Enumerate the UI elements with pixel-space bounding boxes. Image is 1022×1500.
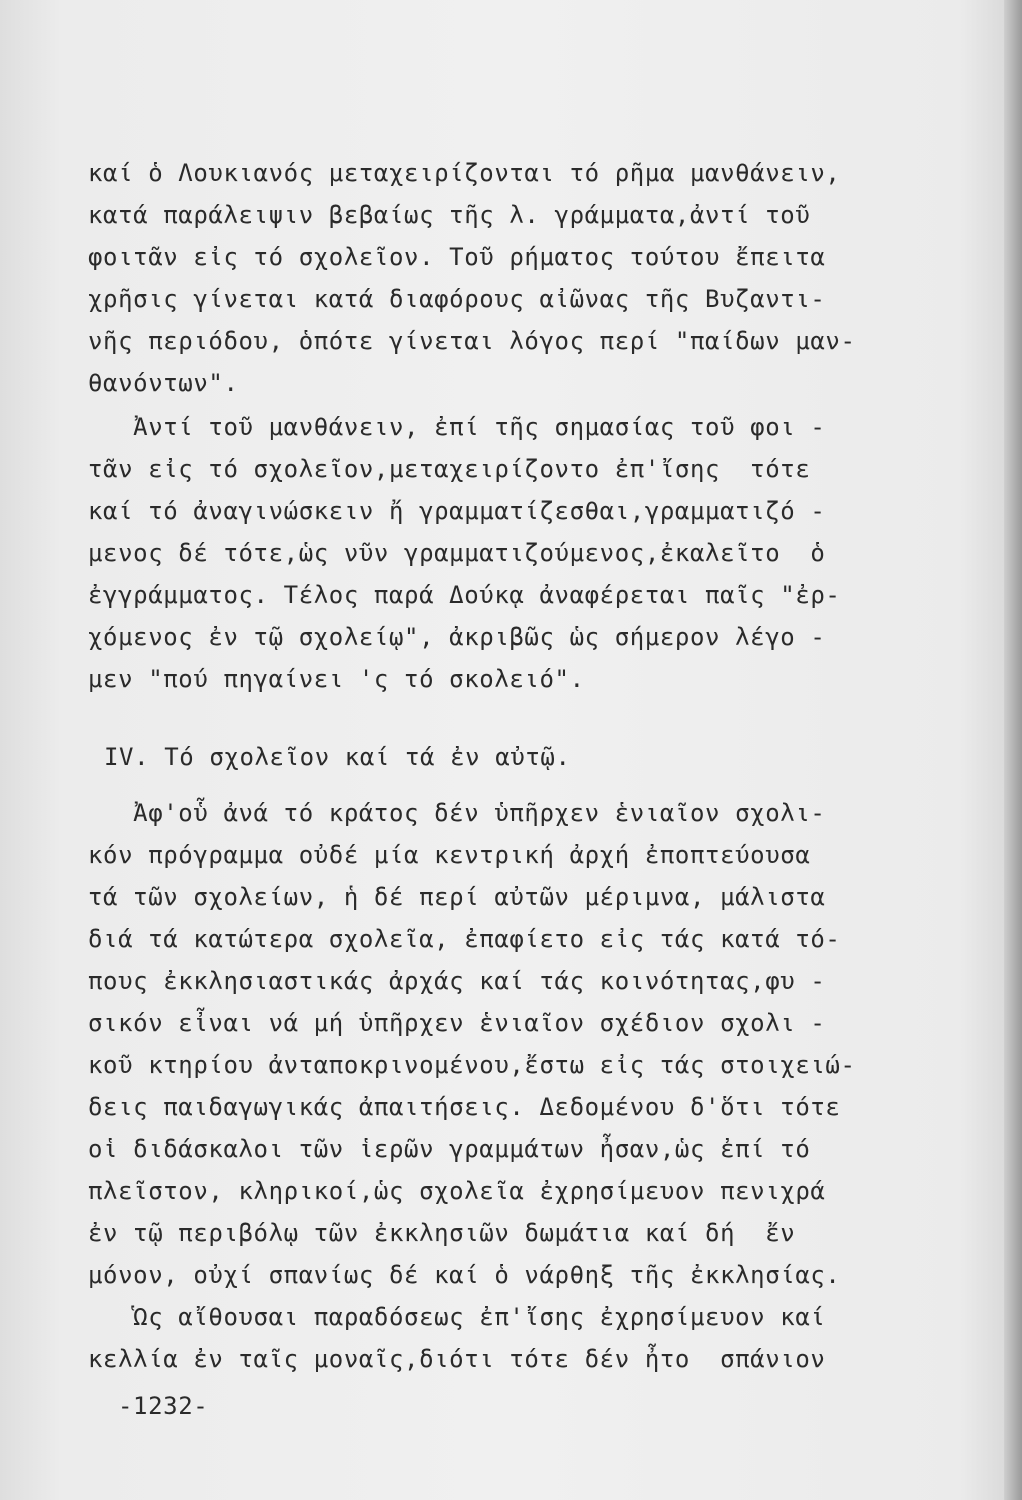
text-line: χόμενος ἐν τῷ σχολείῳ", ἀκριβῶς ὡς σήμερον λέγο - xyxy=(88,623,826,651)
text-line: ἐν τῷ περιβόλῳ τῶν ἐκκλησιῶν δωμάτια καί δή ἔν xyxy=(88,1219,796,1247)
text-line: ἐγγράμματος. Τέλος παρά Δούκᾳ ἀναφέρεται παῖς "ἐρ- xyxy=(88,581,841,609)
text-line: πλεῖστον, κληρικοί,ὡς σχολεῖα ἐχρησίμευον πενιχρά xyxy=(88,1177,826,1205)
text-line: κελλία ἐν ταῖς μοναῖς,διότι τότε δέν ἦτο σπάνιον xyxy=(88,1345,826,1373)
text-line: μενος δέ τότε,ὡς νῦν γραμματιζούμενος,ἐκαλεῖτο ὁ xyxy=(88,539,826,567)
binding-edge xyxy=(1004,0,1022,1500)
text-line: πους ἐκκλησιαστικάς ἀρχάς καί τάς κοινότητας,φυ - xyxy=(88,967,826,995)
text-line: μόνον, οὐχί σπανίως δέ καί ὁ νάρθηξ τῆς ἐκκλησίας. xyxy=(88,1261,841,1289)
text-line: τᾶν εἰς τό σχολεῖον,μεταχειρίζοντο ἐπ'ἴσης τότε xyxy=(88,455,811,483)
text-line: θανόντων". xyxy=(88,369,239,397)
text-line: καί ὁ Λουκιανός μεταχειρίζονται τό ρῆμα μανθάνειν, xyxy=(88,159,841,187)
text-line: νῆς περιόδου, ὁπότε γίνεται λόγος περί "παίδων μαν- xyxy=(88,327,856,355)
page-number: -1232- xyxy=(118,1392,209,1420)
text-line: διά τά κατώτερα σχολεῖα, ἐπαφίετο εἰς τάς κατά τό- xyxy=(88,925,841,953)
text-line: δεις παιδαγωγικάς ἀπαιτήσεις. Δεδομένου δ'ὅτι τότε xyxy=(88,1093,841,1121)
text-line: κοῦ κτηρίου ἀνταποκρινομένου,ἔστω εἰς τάς στοιχειώ- xyxy=(88,1051,856,1079)
text-line: μεν "πού πηγαίνει 'ς τό σκολειό". xyxy=(88,665,585,693)
text-line: Ὡς αἴθουσαι παραδόσεως ἐπ'ἴσης ἐχρησίμευον καί xyxy=(88,1303,826,1331)
text-line: Ἀντί τοῦ μανθάνειν, ἐπί τῆς σημασίας τοῦ φοι - xyxy=(88,413,826,441)
text-line: φοιτᾶν εἰς τό σχολεῖον. Τοῦ ρήματος τούτου ἔπειτα xyxy=(88,243,826,271)
section-heading: IV. Τό σχολεῖον καί τά ἐν αὐτῷ. xyxy=(104,743,571,771)
text-line: οἱ διδάσκαλοι τῶν ἱερῶν γραμμάτων ἦσαν,ὡς ἐπί τό xyxy=(88,1135,811,1163)
text-line: τά τῶν σχολείων, ἡ δέ περί αὐτῶν μέριμνα, μάλιστα xyxy=(88,883,826,911)
text-line: Ἀφ'οὗ ἀνά τό κράτος δέν ὑπῆρχεν ἑνιαῖον σχολι- xyxy=(88,799,826,827)
text-line: χρῆσις γίνεται κατά διαφόρους αἰῶνας τῆς Βυζαντι- xyxy=(88,285,826,313)
text-line: καί τό ἀναγινώσκειν ἤ γραμματίζεσθαι,γραμματιζό - xyxy=(88,497,826,525)
text-line: κόν πρόγραμμα οὐδέ μία κεντρική ἀρχή ἐποπτεύουσα xyxy=(88,841,811,869)
text-line: κατά παράλειψιν βεβαίως τῆς λ. γράμματα,ἀντί τοῦ xyxy=(88,201,811,229)
text-line: σικόν εἶναι νά μή ὑπῆρχεν ἑνιαῖον σχέδιον σχολι - xyxy=(88,1009,826,1037)
